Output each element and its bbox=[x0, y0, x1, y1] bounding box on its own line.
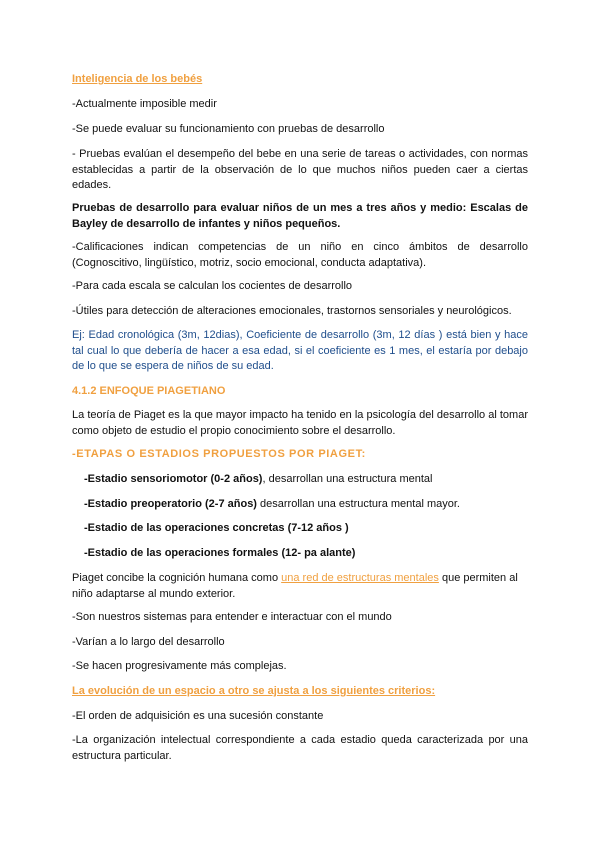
stage-item: -Estadio de las operaciones concretas (7-12 años ) bbox=[84, 522, 349, 534]
heading-evolucion: La evolución de un espacio a otro se ajusta a los siguientes criterios: bbox=[72, 685, 436, 697]
paragraph: -Se hacen progresivamente más complejas. bbox=[72, 660, 287, 672]
heading-piaget: 4.1.2 ENFOQUE PIAGETIANO bbox=[72, 385, 226, 397]
paragraph: - Pruebas evalúan el desempeño del bebe en una serie de tareas o actividades, con normas establecidas a partir de la observación de lo que muchos niños pueden caer a ciertas edades. bbox=[72, 148, 528, 191]
paragraph-bold: Pruebas de desarrollo para evaluar niños de un mes a tres años y medio: Escalas de Bayley de desarrollo de infantes y niños pequeños. bbox=[72, 202, 528, 230]
paragraph: -Varían a lo largo del desarrollo bbox=[72, 636, 225, 648]
paragraph: -Actualmente imposible medir bbox=[72, 98, 217, 110]
paragraph: -Se puede evaluar su funcionamiento con pruebas de desarrollo bbox=[72, 123, 385, 135]
paragraph: Piaget concibe la cognición humana como una red de estructuras mentales que permiten al niño adaptarse al mundo exterior. bbox=[72, 572, 518, 600]
heading-etapas: -ETAPAS O ESTADIOS PROPUESTOS POR PIAGET: bbox=[72, 448, 366, 460]
paragraph: -Calificaciones indican competencias de un niño en cinco ámbitos de desarrollo (Cognoscitivo, lingüístico, motriz, socio emocional, conducta adaptativa). bbox=[72, 241, 528, 269]
paragraph: La teoría de Piaget es la que mayor impacto ha tenido en la psicología del desarrollo al tomar como objeto de estudio el propio conocimiento sobre el desarrollo. bbox=[72, 409, 528, 437]
paragraph: -El orden de adquisición es una sucesión constante bbox=[72, 710, 324, 722]
paragraph: -Útiles para detección de alteraciones emocionales, trastornos sensoriales y neurológicos. bbox=[72, 305, 512, 317]
stage-item: -Estadio de las operaciones formales (12- pa alante) bbox=[84, 547, 356, 559]
paragraph: -Son nuestros sistemas para entender e interactuar con el mundo bbox=[72, 611, 392, 623]
stage-item: -Estadio sensoriomotor (0-2 años), desarrollan una estructura mental bbox=[84, 473, 433, 485]
paragraph: -La organización intelectual correspondiente a cada estadio queda caracterizada por una estructura particular. bbox=[72, 734, 528, 762]
heading-inteligencia: Inteligencia de los bebés bbox=[72, 73, 203, 85]
structures-link[interactable]: una red de estructuras mentales bbox=[281, 572, 439, 584]
stage-item: -Estadio preoperatorio (2-7 años) desarrollan una estructura mental mayor. bbox=[84, 498, 460, 510]
example-paragraph: Ej: Edad cronológica (3m, 12dias), Coeficiente de desarrollo (3m, 12 días ) está bien y hace tal cual lo que debería de hacer a esa edad, si el coeficiente es 1 mes, el estaría por debajo de lo que se espera de niños de su edad. bbox=[72, 329, 528, 372]
paragraph: -Para cada escala se calculan los cocientes de desarrollo bbox=[72, 280, 353, 292]
